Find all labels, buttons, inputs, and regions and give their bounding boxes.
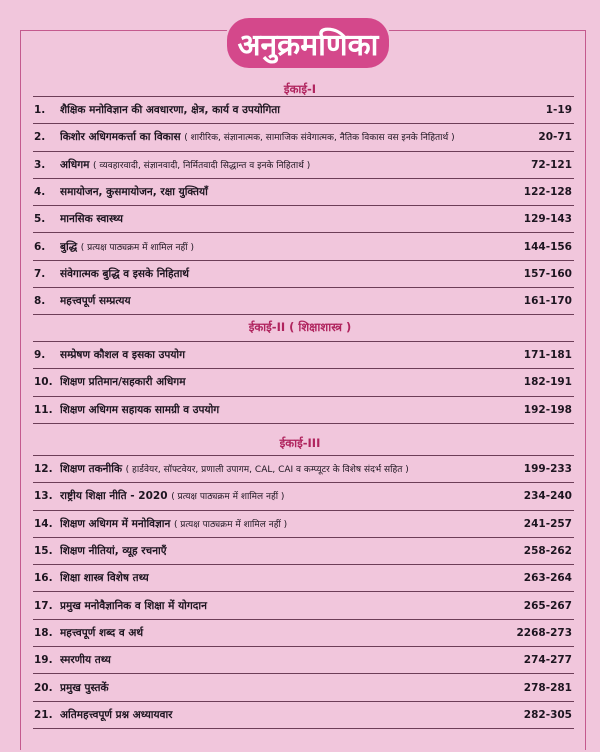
toc-row	[33, 124, 574, 151]
toc-page-range: 274-277	[523, 654, 572, 667]
toc-row	[33, 674, 574, 701]
toc-number: 20.	[34, 681, 53, 694]
toc-number: 8.	[34, 295, 46, 308]
toc-number: 19.	[34, 654, 53, 667]
toc-title-note: ( शारीरिक, संज्ञानात्मक, सामाजिक संवेगात्मक, नैतिक विकास वस इनके निहितार्थ )	[184, 133, 455, 144]
toc-title-main: शिक्षण नीतियां, व्यूह रचनाएँ	[60, 545, 167, 558]
toc-title-main: प्रमुख पुस्तकें	[60, 681, 109, 694]
toc-title-main: शैक्षिक मनोविज्ञान की अवधारणा, क्षेत्र, कार्य व उपयोगिता	[60, 104, 281, 117]
toc-title-note: ( हार्डवेयर, सॉफ्टवेयर, प्रणाली उपागम, CAL, CAI व कम्प्यूटर के विशेष संदर्भ सहित )	[125, 465, 409, 476]
toc-title	[60, 240, 524, 254]
toc-row	[33, 261, 574, 288]
toc-page-range: 182-191	[523, 376, 572, 389]
toc-row	[33, 511, 574, 538]
toc-title	[60, 130, 538, 144]
toc-title	[60, 489, 524, 503]
toc-title	[60, 517, 524, 531]
toc-number: 16.	[34, 572, 53, 585]
toc-row	[33, 483, 574, 510]
toc-row	[33, 206, 574, 233]
toc-row	[33, 179, 574, 206]
toc-page-range: 265-267	[523, 599, 572, 612]
toc-title-main: शिक्षण तकनीकि	[60, 463, 123, 476]
toc-number: 18.	[34, 626, 53, 639]
toc-title-main: संवेगात्मक बुद्धि व इसके निहितार्थ	[60, 267, 189, 280]
toc-title	[60, 375, 524, 389]
toc-number: 13.	[34, 490, 53, 503]
toc-page-range: 72-121	[531, 158, 572, 171]
toc-title-main: महत्त्वपूर्ण सम्प्रत्यय	[60, 295, 131, 308]
toc-title-note: ( प्रत्यक्ष पाठ्यक्रम में शामिल नहीं )	[80, 242, 195, 253]
toc-title	[60, 158, 531, 172]
toc-number: 2.	[34, 131, 46, 144]
toc-number: 11.	[34, 403, 53, 416]
toc-title	[60, 599, 524, 613]
toc-row	[33, 592, 574, 619]
toc-page-range: 20-71	[538, 131, 572, 144]
toc-page-range: 241-257	[523, 517, 572, 530]
toc-title-note: ( प्रत्यक्ष पाठ्यक्रम में शामिल नहीं )	[173, 519, 288, 530]
toc-page-range: 1-19	[545, 104, 572, 117]
toc-title-main: समायोजन, कुसमायोजन, रक्षा युक्तियाँ	[60, 186, 208, 199]
toc-title	[60, 571, 524, 585]
toc-title-main: बुद्धि	[60, 240, 78, 253]
toc-page-range: 171-181	[523, 349, 572, 362]
toc-page-range: 278-281	[523, 681, 572, 694]
unit-heading-1: ईकाई-I	[283, 82, 317, 96]
toc-page-range: 199-233	[523, 463, 572, 476]
toc-title	[60, 348, 524, 362]
toc-row	[33, 647, 574, 674]
toc-title-main: अतिमहत्त्वपूर्ण प्रश्न अध्यायवार	[60, 708, 173, 721]
toc-row	[33, 369, 574, 396]
toc-page-range: 129-143	[523, 213, 572, 226]
toc-title-main: स्मरणीय तथ्य	[60, 654, 111, 667]
toc-page-range: 192-198	[523, 403, 572, 416]
toc-page-range: 234-240	[523, 490, 572, 503]
toc-row	[33, 288, 574, 315]
toc-title	[60, 185, 524, 199]
toc-row	[33, 97, 574, 124]
toc-page-range: 263-264	[523, 572, 572, 585]
toc-row	[33, 565, 574, 592]
toc-title	[60, 294, 524, 308]
unit-1-list	[33, 96, 574, 315]
toc-title	[60, 708, 524, 722]
toc-number: 14.	[34, 517, 53, 530]
toc-page-range: 144-156	[523, 240, 572, 253]
unit-2-list	[33, 341, 574, 424]
toc-row	[33, 342, 574, 369]
unit-3-list	[33, 455, 574, 729]
toc-number: 1.	[34, 104, 46, 117]
toc-title-main: महत्त्वपूर्ण शब्द व अर्थ	[60, 626, 144, 639]
toc-row	[33, 702, 574, 729]
toc-title	[60, 626, 517, 640]
toc-number: 6.	[34, 240, 46, 253]
toc-number: 3.	[34, 158, 46, 171]
toc-title-main: प्रमुख मनोवैज्ञानिक व शिक्षा में योगदान	[60, 599, 207, 612]
toc-number: 17.	[34, 599, 53, 612]
toc-number: 10.	[34, 376, 53, 389]
toc-title	[60, 212, 524, 226]
toc-page-range: 2268-273	[516, 626, 572, 639]
toc-title-main: शिक्षण अधिगम सहायक सामग्री व उपयोग	[60, 403, 220, 416]
toc-title	[60, 462, 524, 476]
unit-heading-3: ईकाई-III	[279, 436, 321, 450]
toc-title	[60, 403, 524, 417]
toc-number: 7.	[34, 267, 46, 280]
toc-page-range: 161-170	[523, 295, 572, 308]
toc-page-range: 282-305	[523, 708, 572, 721]
toc-number: 15.	[34, 545, 53, 558]
toc-title-main: राष्ट्रीय शिक्षा नीति - 2020	[60, 490, 168, 503]
toc-page-range: 258-262	[523, 545, 572, 558]
toc-page-range: 122-128	[523, 186, 572, 199]
toc-title-main: मानसिक स्वास्थ्य	[60, 213, 124, 226]
toc-row	[33, 397, 574, 424]
toc-title-main: किशोर अधिगमकर्त्ता का विकास	[60, 131, 181, 144]
toc-number: 9.	[34, 349, 46, 362]
toc-row	[33, 233, 574, 260]
toc-title-main: शिक्षा शास्त्र विशेष तथ्य	[60, 572, 149, 585]
toc-row	[33, 620, 574, 647]
unit-heading-2: ईकाई-II ( शिक्षाशास्त्र )	[248, 320, 352, 334]
toc-title-note: ( प्रत्यक्ष पाठ्यक्रम में शामिल नहीं )	[171, 492, 285, 503]
toc-title-note: ( व्यवहारवादी, संज्ञानवादी, निर्मितवादी सिद्धान्त व इनके निहितार्थ )	[93, 160, 311, 171]
toc-title-main: सम्प्रेषण कौशल व इसका उपयोग	[60, 349, 186, 362]
toc-row	[33, 456, 574, 483]
toc-page-range: 157-160	[523, 267, 572, 280]
toc-row	[33, 152, 574, 179]
toc-number: 12.	[34, 463, 53, 476]
toc-title	[60, 681, 524, 695]
toc-number: 5.	[34, 213, 46, 226]
page-title: अनुक्रमणिका	[227, 18, 389, 68]
toc-number: 21.	[34, 708, 53, 721]
toc-title-main: अधिगम	[60, 158, 90, 171]
toc-number: 4.	[34, 186, 46, 199]
toc-title-main: शिक्षण प्रतिमान/सहकारी अधिगम	[60, 376, 186, 389]
toc-row	[33, 538, 574, 565]
toc-title	[60, 103, 546, 117]
toc-title	[60, 267, 524, 281]
toc-title-main: शिक्षण अधिगम में मनोविज्ञान	[60, 517, 171, 530]
toc-title	[60, 653, 524, 667]
toc-title	[60, 544, 524, 558]
